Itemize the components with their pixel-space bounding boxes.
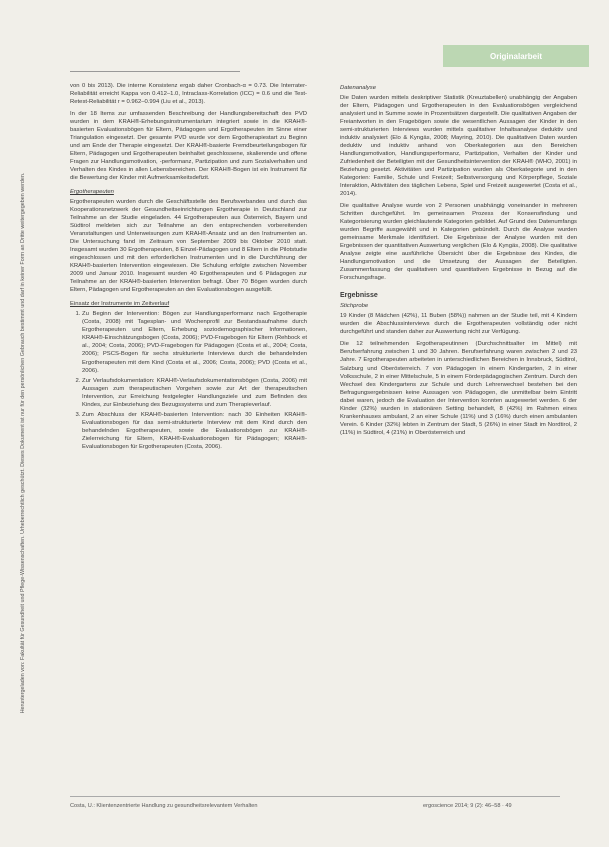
footer-citation: Costa, U.: Klientenzentrierte Handlung zu gesundheitsrelevantem Verhalten — [70, 803, 258, 809]
paragraph: Die 12 teilnehmenden Ergotherapeutinnen (Durchschnittsalter im Mittel) mit Berufserfahrung zwischen 1 und 30 Jahren. Berufserfahrung waren zwischen 2 und 23 Jahre. 7 Ergotherapeuten arbeiteten in unterschiedlichen Bereichen in Innsbruck, Südtirol, Salzburg und Oberösterreich. 7 von Pädagogen in einem Kindergarten, 2 in einer Volksschule, 2 in einer Mittelschule, 5 in einem Förderpädagogischen Zentrum. Durch den Wechsel des Kindergartens zur Schule und durch Lehrerwechsel bestehen bei den Befragungsergebnissen keine Aussagen von Pädagogen, die unmittelbar beim Eintritt dabei waren, jedoch die Evaluation der Intervention konnten ausgewertet werden. 6 der Kinder (32%) wurden in stationären Setting behandelt, 8 (42%) im Rahmen eines Krankenhauses ambulant, 2 an einer Schule (11%) und 3 (16%) durch einen ambulanten Verein. 6 Kinder (32%) lebten in Zentrum der Stadt, 5 (26%) in einer Stadt im Nordtirol, 2 (11%) in Südtirol, 4 (21%) in Oberösterreich und — [340, 341, 577, 436]
paragraph: von 0 bis 2013). Die interne Konsistenz ergab daher Cronbach-α = 0.73. Die Interrater-Reliabilität erreicht Kappa von 0.412–1.0, Intraclass-Korrelation (ICC) = 0.6 und die Test-Retest-Reliabilität r = 0.962–0.994 (Liu et al., 2013). — [70, 83, 307, 106]
list-item: 3. Zum Abschluss der KRAH®-basierten Intervention: nach 30 Einheiten KRAH®-Evaluationsbogen für das semi-strukturierte Interview mit dem Kind durch den behandelnden Ergotherapeuten, sowie die Evaluationsbögen zur KRAH®-Zielerreichung für Eltern, KRAH®-Evaluationsbogen für Pädagogen; KRAH®-Evaluationsbogen für Ergotherapeuten (Costa, 2006). — [82, 411, 307, 451]
left-column — [70, 82, 307, 453]
heading-results: Ergebnisse — [340, 292, 378, 300]
list-item: 1. Zu Beginn der Intervention: Bögen zur Handlungsperformanz nach Ergotherapie (Costa, 2008) mit Tagesplan- und Wochenprofil zur Bestandsaufnahme durch Ergotherapeuten und Eltern, Erhebung soziodemographischer Informationen, KRAH®-Einschätzungsbogen (Costa, 2006); PVD-Fragebogen für Eltern (Rehbock et al., 2004; Costa, 2006); PVD-Fragebogen für Pädagogen (Costa et al., 2004; Costa, 2006); PSCS-Bogen für sechs strukturierte Interviews durch die behandelnden Ergotherapeuten mit dem Kind (Costa et al., 2006; Costa, 2006); PVD (Costa et al., 2006). — [82, 310, 307, 374]
paragraph: 19 Kinder (8 Mädchen (42%), 11 Buben (58%)) nahmen an der Studie teil, mit 4 Kindern wurden die Abschlussinterviews durch die Ergotherapeuten vollständig oder nicht durchgeführt und standen daher zur Auswertung nicht zur Verfügung. — [340, 313, 577, 336]
list-item: 2. Zur Verlaufsdokumentation: KRAH®-Verlaufsdokumentationsbögen (Costa, 2006) mit Aussagen zum therapeutischen Vorgehen sowie zur Art der therapeutischen Intervention, zur Erreichung festgelegter Handlungsziele und zum Befinden des Kindes, zur Einbeziehung des Bezugssystems und zum Therapieverlauf. — [82, 377, 307, 409]
paragraph: Die Daten wurden mittels deskriptiver Statistik (Kreuztabellen) unabhängig der Angaben der Eltern, Pädagogen und Ergotherapeuten in den Evaluationsbögen vergleichend analysiert und in Summe sowie in Prozentsätzen dargestellt. Die qualitativen Angaben der Freiantworten in den Fragebögen sowie die wesentlichen Aussagen der Kinder in den semi-strukturierten Interviews wurden mittels qualitativer Inhaltsanalyse deduktiv und induktiv analysiert (Elo & Kyngäs, 2008; Mayring, 2010). Die qualitativen Daten wurden deduktiv und induktiv anhand von Oberkategorien aus den Bereichen Handlungsmotivation, Handlungsperformanz, Partizipation, Verhalten der Kinder und Zufriedenheit der Beteiligten mit der Gesundheitsintervention der KRAH® (WHO, 2001) in Beziehung gesetzt. Aktivitäten und Partizipation wurden als Oberkategorie und in den Kategorien: Familie, Schule und Freizeit; Selbstversorgung und Körperpflege, Soziale Interaktion, Aktivitäten des täglichen Lebens, Spiel und Freizeit ausgewertet (Costa et al., 2014). — [340, 95, 577, 198]
subheading-data-analysis: Datenanalyse — [340, 85, 377, 91]
paragraph: Die qualitative Analyse wurde von 2 Personen unabhängig voneinander in mehreren Schritten durchgeführt. Im gemeinsamen Prozess der Konsensfindung und Kategorisierung wurden gleichlautende Kategorien gebildet. Auf Grund des Datenumfangs wurden Begriffe ausgewählt und in Kategorien gebündelt. Durch die Analyse wurden gemeinsame Merkmale identifiziert. Die Ergebnisse der Analyse wurden mit den Ergebnissen der quantitativen Auswertung verglichen (Elo & Kyngäs, 2008). Die qualitative Analyse zeigte eine ausführliche Übersicht über die Ergebnisse des Kindes, die Handlungsmotivation und die Umsetzung der Aussagen der Beteiligten. Zusammenfassung der qualitativen und quantitativen Ergebnisse in Bezug auf die Forschungsfrage. — [340, 203, 577, 282]
instrument-list — [70, 310, 307, 450]
top-rule — [70, 71, 240, 72]
footer-journal: ergoscience 2014; 9 (2): 46–58 · 49 — [423, 803, 512, 809]
paragraph: Ergotherapeuten wurden durch die Geschäftsstelle des Berufsverbandes und durch das Kooperationsnetzwerk der Gesundheitseinrichtungen Ergotherapie in Deutschland zur Teilnahme an der Studie eingeladen. 44 Ergotherapeuten aus Österreich, Bayern und Südtirol meldeten sich zur Teilnahme an den entsprechenden vorbereitenden Veranstaltungen und Unterweisungen zum KRAH®-Ansatz und an den Instrumenten an. Die Untersuchung fand im Zeitraum von September 2009 bis Oktober 2010 statt. Insgesamt wurden 30 Ergotherapeuten, 8 Einzel-Pädagogen und 8 Eltern in die Pilotstudie eingeschlossen und mit den erforderlichen Instrumenten und in die Durchführung der KRAH®-basierten Intervention eingewiesen. Die Schulung erfolgte zwischen November 2009 und Januar 2010. Insgesamt wurden 40 Ergotherapeuten und 6 Pädagogen zur Teilnahme an der KRAH®-basierten Intervention befragt. Über 70 Bögen wurden durch Eltern, Pädagogen und Ergotherapeuten an den Evaluationsbogen ausgefüllt. — [70, 199, 307, 294]
subheading-instruments: Einsatz der Instrumente im Zeitverlauf — [70, 301, 170, 308]
section-tab: Originalarbeit — [443, 45, 589, 67]
side-copyright-text: Heruntergeladen von: Fakultät für Gesundheit und Pflege-Wissenschaften. Urheberrechtlich geschützt. Dieses Dokument ist nur für den persönlichen Gebrauch bestimmt und darf in keiner Form an Dritte weitergegeben werden. — [20, 172, 26, 714]
subheading-sample: Stichprobe — [340, 303, 369, 310]
subheading-ergotherapists: Ergotherapeuten — [70, 189, 114, 196]
right-column — [340, 82, 577, 441]
footer-rule — [70, 796, 560, 797]
paragraph: In der 18 Items zur umfassenden Beschreibung der Handlungsbereitschaft des PVD wurden in dem KRAH®-Erhebungsinstrumentarium integriert sowie in die KRAH®-basierten Evaluationsbögen für Eltern, Pädagogen und Ergotherapeuten im Sinne einer Triangulation eingesetzt. Der gesamte PVD wurde vor dem Ergotherapiestart zu Beginn und am Ende der Therapie eingesetzt. Der KRAH®-basierte Fremdbeurteilungsbogen für Eltern, Pädagogen und Ergotherapeuten beinhaltet geschlossene, skalierende und offene Fragen zur Handlungsmotivation, -performanz, Partizipation und zum Sozialverhalten und Verhalten des Kindes in allen Lebensbereichen. Der KRAH®-Bogen ist ein Instrument für die Bewertung der Kinder mit Aufmerksamkeitsdefizit. — [70, 111, 307, 182]
